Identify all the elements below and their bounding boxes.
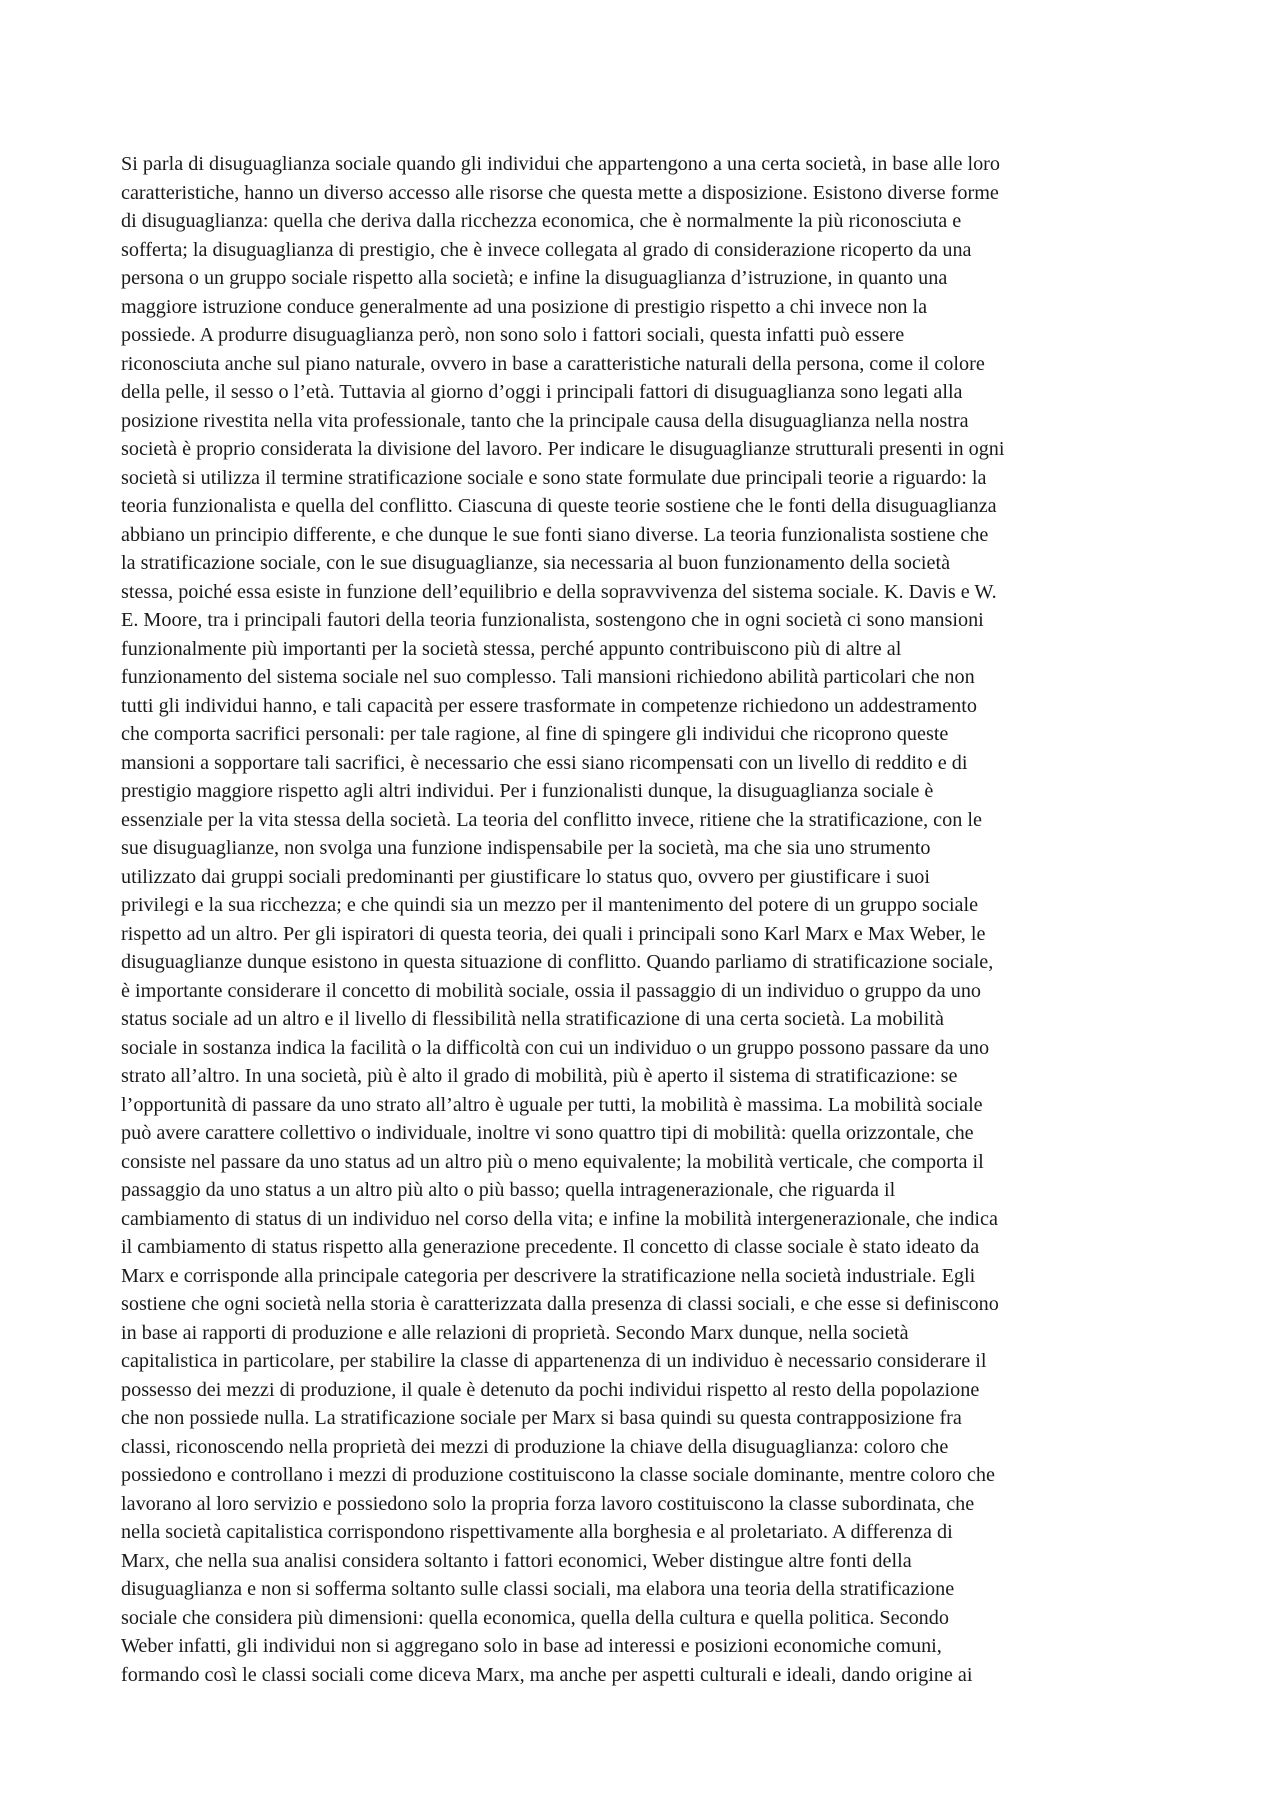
text-line: classi, riconoscendo nella proprietà dei mezzi di produzione la chiave della disuguaglianza: coloro che [121,1435,949,1458]
text-line: E. Moore, tra i principali fautori della teoria funzionalista, sostengono che in ogni società ci sono mansioni [121,609,984,631]
text-line: abbiano un principio differente, e che dunque le sue fonti siano diverse. La teoria funzionalista sostiene che [121,523,989,546]
text-line: Si parla di disuguaglianza sociale quando gli individui che appartengono a una certa società, in base alle loro [121,153,1000,175]
text-line: maggiore istruzione conduce generalmente ad una posizione di prestigio rispetto a chi invece non la [121,295,928,318]
body-text [121,150,1166,1689]
text-line: società si utilizza il termine stratificazione sociale e sono state formulate due principali teorie a riguardo: la [121,466,987,489]
text-line: società è proprio considerata la divisione del lavoro. Per indicare le disuguaglianze strutturali presenti in ogni [121,438,1005,460]
text-line: privilegi e la sua ricchezza; e che quindi sia un mezzo per il mantenimento del potere di un gruppo sociale [121,894,979,916]
text-line: persona o un gruppo sociale rispetto alla società; e infine la disuguaglianza d’istruzione, in quanto una [121,267,948,289]
text-line: l’opportunità di passare da uno strato all’altro è uguale per tutti, la mobilità è massima. La mobilità sociale [121,1093,983,1116]
text-line: posizione rivestita nella vita professionale, tanto che la principale causa della disuguaglianza nella nostra [121,409,969,432]
text-line: Weber infatti, gli individui non si aggregano solo in base ad interessi e posizioni economiche comuni, [121,1635,942,1657]
text-line: mansioni a sopportare tali sacrifici, è necessario che essi siano ricompensati con un livello di reddito e di [121,751,968,774]
text-line: può avere carattere collettivo o individuale, inoltre vi sono quattro tipi di mobilità: quella orizzontale, che [121,1122,974,1144]
text-line: riconosciuta anche sul piano naturale, ovvero in base a caratteristiche naturali della persona, come il colore [121,352,985,375]
text-line: lavorano al loro servizio e possiedono solo la propria forza lavoro costituiscono la classe subordinata, che [121,1492,975,1515]
text-line: teoria funzionalista e quella del conflitto. Ciascuna di queste teorie sostiene che le fonti della disuguaglianza [121,495,997,517]
text-line: in base ai rapporti di produzione e alle relazioni di proprietà. Secondo Marx dunque, nella società [121,1321,909,1344]
text-line: disuguaglianza e non si sofferma soltanto sulle classi sociali, ma elabora una teoria della stratificazione [121,1578,955,1600]
text-line: è importante considerare il concetto di mobilità sociale, ossia il passaggio di un individuo o gruppo da uno [121,979,982,1002]
text-line: formando così le classi sociali come diceva Marx, ma anche per aspetti culturali e ideali, dando origine ai [121,1663,973,1686]
text-line: strato all’altro. In una società, più è alto il grado di mobilità, più è aperto il sistema di stratificazione: se [121,1065,958,1087]
text-line: utilizzato dai gruppi sociali predominanti per giustificare lo status quo, ovvero per giustificare i suoi [121,865,930,888]
text-line: possesso dei mezzi di produzione, il quale è detenuto da pochi individui rispetto al resto della popolazione [121,1378,980,1401]
text-line: possiedono e controllano i mezzi di produzione costituiscono la classe sociale dominante, mentre coloro che [121,1464,995,1486]
text-line: capitalistica in particolare, per stabilire la classe di appartenenza di un individuo è necessario considerare il [121,1350,987,1372]
text-line: rispetto ad un altro. Per gli ispiratori di questa teoria, dei quali i principali sono Karl Marx e Max Weber, le [121,922,986,945]
text-line: il cambiamento di status rispetto alla generazione precedente. Il concetto di classe sociale è stato ideato da [121,1236,980,1258]
text-line: funzionamento del sistema sociale nel suo complesso. Tali mansioni richiedono abilità particolari che non [121,666,975,688]
text-line: che comporta sacrifici personali: per tale ragione, al fine di spingere gli individui che ricoprono queste [121,723,949,745]
text-line: sostiene che ogni società nella storia è caratterizzata dalla presenza di classi sociali, e che esse si definiscono [121,1293,999,1315]
text-line: sofferta; la disuguaglianza di prestigio, che è invece collegata al grado di considerazione ricoperto da una [121,238,972,261]
text-line: essenziale per la vita stessa della società. La teoria del conflitto invece, ritiene che la stratificazione, con le [121,808,982,831]
text-line: la stratificazione sociale, con le sue disuguaglianze, sia necessaria al buon funzionamento della società [121,552,951,574]
text-line: funzionalmente più importanti per la società stessa, perché appunto contribuiscono più di altre al [121,637,902,660]
text-line: sue disuguaglianze, non svolga una funzione indispensabile per la società, ma che sia uno strumento [121,837,931,859]
text-line: Marx e corrisponde alla principale categoria per descrivere la stratificazione nella società industriale. Egli [121,1264,976,1287]
text-line: della pelle, il sesso o l’età. Tuttavia al giorno d’oggi i principali fattori di disuguaglianza sono legati alla [121,381,963,403]
text-line: caratteristiche, hanno un diverso accesso alle risorse che questa mette a disposizione. Esistono diverse forme [121,181,999,204]
text-line: stessa, poiché essa esiste in funzione dell’equilibrio e della sopravvivenza del sistema sociale. K. Davis e W. [121,580,997,603]
text-line: tutti gli individui hanno, e tali capacità per essere trasformate in competenze richiedono un addestramento [121,694,977,717]
text-line: sociale in sostanza indica la facilità o la difficoltà con cui un individuo o un gruppo possono passare da uno [121,1036,990,1059]
text-line: di disuguaglianza: quella che deriva dalla ricchezza economica, che è normalmente la più riconosciuta e [121,210,962,232]
text-line: status sociale ad un altro e il livello di flessibilità nella stratificazione di una certa società. La mobilità [121,1008,944,1030]
text-line: passaggio da uno status a un altro più alto o più basso; quella intragenerazionale, che riguarda il [121,1179,896,1201]
text-line: sociale che considera più dimensioni: quella economica, quella della cultura e quella politica. Secondo [121,1606,949,1629]
text-line: nella società capitalistica corrispondono rispettivamente alla borghesia e al proletariato. A differenza di [121,1521,953,1543]
text-line: Marx, che nella sua analisi considera soltanto i fattori economici, Weber distingue altre fonti della [121,1549,912,1572]
text-line: possiede. A produrre disuguaglianza però, non sono solo i fattori sociali, questa infatti può essere [121,324,905,346]
text-line: che non possiede nulla. La stratificazione sociale per Marx si basa quindi su questa contrapposizione fra [121,1407,962,1429]
text-line: disuguaglianze dunque esistono in questa situazione di conflitto. Quando parliamo di stratificazione sociale, [121,951,994,973]
text-line: cambiamento di status di un individuo nel corso della vita; e infine la mobilità intergenerazionale, che indica [121,1207,998,1230]
text-line: consiste nel passare da uno status ad un altro più o meno equivalente; la mobilità verticale, che comporta il [121,1150,984,1173]
text-line: prestigio maggiore rispetto agli altri individui. Per i funzionalisti dunque, la disuguaglianza sociale è [121,780,934,802]
